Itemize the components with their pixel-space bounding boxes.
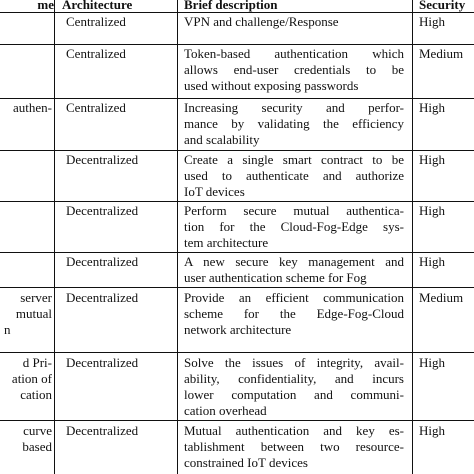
row-8-description-line: ability, confidentiality, and incurs <box>184 371 404 386</box>
row-3-architecture: Centralized <box>66 100 126 115</box>
row-7-name: server <box>20 290 52 305</box>
row-divider <box>0 287 474 288</box>
row-5-architecture: Decentralized <box>66 203 139 218</box>
row-divider <box>0 44 474 45</box>
row-1-description-line: VPN and challenge/Response <box>184 14 339 29</box>
row-7-architecture: Decentralized <box>66 290 139 305</box>
row-4-description-line: Create a single smart contract to be <box>184 152 404 167</box>
row-2-security: Medium <box>419 46 464 61</box>
row-divider <box>0 252 474 253</box>
row-8-security: High <box>419 355 445 370</box>
row-3-description <box>184 100 404 148</box>
row-3-security: High <box>419 100 445 115</box>
row-1-description <box>184 14 404 30</box>
header-brief-description: Brief description <box>184 0 278 12</box>
row-9-security: High <box>419 423 445 438</box>
row-7-description-line: Provide an efficient communication <box>184 290 404 305</box>
row-8-name: ation of <box>11 371 52 386</box>
column-divider <box>177 0 178 474</box>
column-divider <box>54 0 55 474</box>
header-name: me <box>37 0 54 12</box>
row-9-name: based <box>22 439 52 454</box>
row-divider <box>0 201 474 202</box>
row-6-description <box>184 254 404 286</box>
row-divider <box>0 98 474 99</box>
row-8-description-line: Solve the issues of integrity, avail- <box>184 355 404 370</box>
row-4-description-line: IoT devices <box>184 184 245 199</box>
row-6-security: High <box>419 254 445 269</box>
row-5-description-line: Perform secure mutual authentica- <box>184 203 404 218</box>
row-4-description-line: used to authenticate and authorize <box>184 168 404 183</box>
row-9-description-line: constrained IoT devices <box>184 455 308 470</box>
row-2-architecture: Centralized <box>66 46 126 61</box>
row-9-description-line: tablishment between two resource- <box>184 439 404 454</box>
row-7-name: n <box>4 322 11 337</box>
row-9-architecture: Decentralized <box>66 423 139 438</box>
row-9-name: curve <box>23 423 52 438</box>
row-1-architecture: Centralized <box>66 14 126 29</box>
row-3-description-line: mance by validating the efficiency <box>184 116 404 131</box>
row-4-architecture: Decentralized <box>66 152 139 167</box>
row-3-name: authen- <box>13 100 52 115</box>
row-4-security: High <box>419 152 445 167</box>
row-7-name: mutual <box>15 306 52 321</box>
row-7-description-line: scheme for the Edge-Fog-Cloud <box>184 306 404 321</box>
row-4-description <box>184 152 404 200</box>
column-divider <box>412 0 413 474</box>
row-7-description <box>184 290 404 338</box>
row-divider <box>0 150 474 151</box>
row-8-description-line: lower computation and communi- <box>184 387 404 402</box>
row-1-security: High <box>419 14 445 29</box>
header-security: Security <box>419 0 466 12</box>
header-architecture: Architecture <box>62 0 133 12</box>
row-6-description-line: user authentication scheme for Fog <box>184 270 367 285</box>
row-5-security: High <box>419 203 445 218</box>
row-6-description-line: A new secure key management and <box>184 254 404 269</box>
row-divider <box>0 420 474 421</box>
row-divider <box>0 352 474 353</box>
row-2-description-line: Token-based authentication which <box>184 46 404 61</box>
row-6-architecture: Decentralized <box>66 254 139 269</box>
row-8-name: d Pri- <box>22 355 52 370</box>
row-2-description <box>184 46 404 94</box>
row-3-description-line: and scalability <box>184 132 260 147</box>
row-2-description-line: used without exposing passwords <box>184 78 359 93</box>
row-8-name: cation <box>20 387 52 402</box>
row-9-description-line: Mutual authentication and key es- <box>184 423 404 438</box>
row-5-description <box>184 203 404 251</box>
row-8-architecture: Decentralized <box>66 355 139 370</box>
row-7-description-line: network architecture <box>184 322 292 337</box>
row-7-security: Medium <box>419 290 464 305</box>
row-8-description-line: cation overhead <box>184 403 267 418</box>
row-5-description-line: tem architecture <box>184 235 269 250</box>
row-8-description <box>184 355 404 419</box>
row-9-description <box>184 423 404 471</box>
row-2-description-line: allows end-user credentials to be <box>184 62 404 77</box>
row-3-description-line: Increasing security and perfor- <box>184 100 404 115</box>
row-5-description-line: tion for the Cloud-Fog-Edge sys- <box>184 219 404 234</box>
